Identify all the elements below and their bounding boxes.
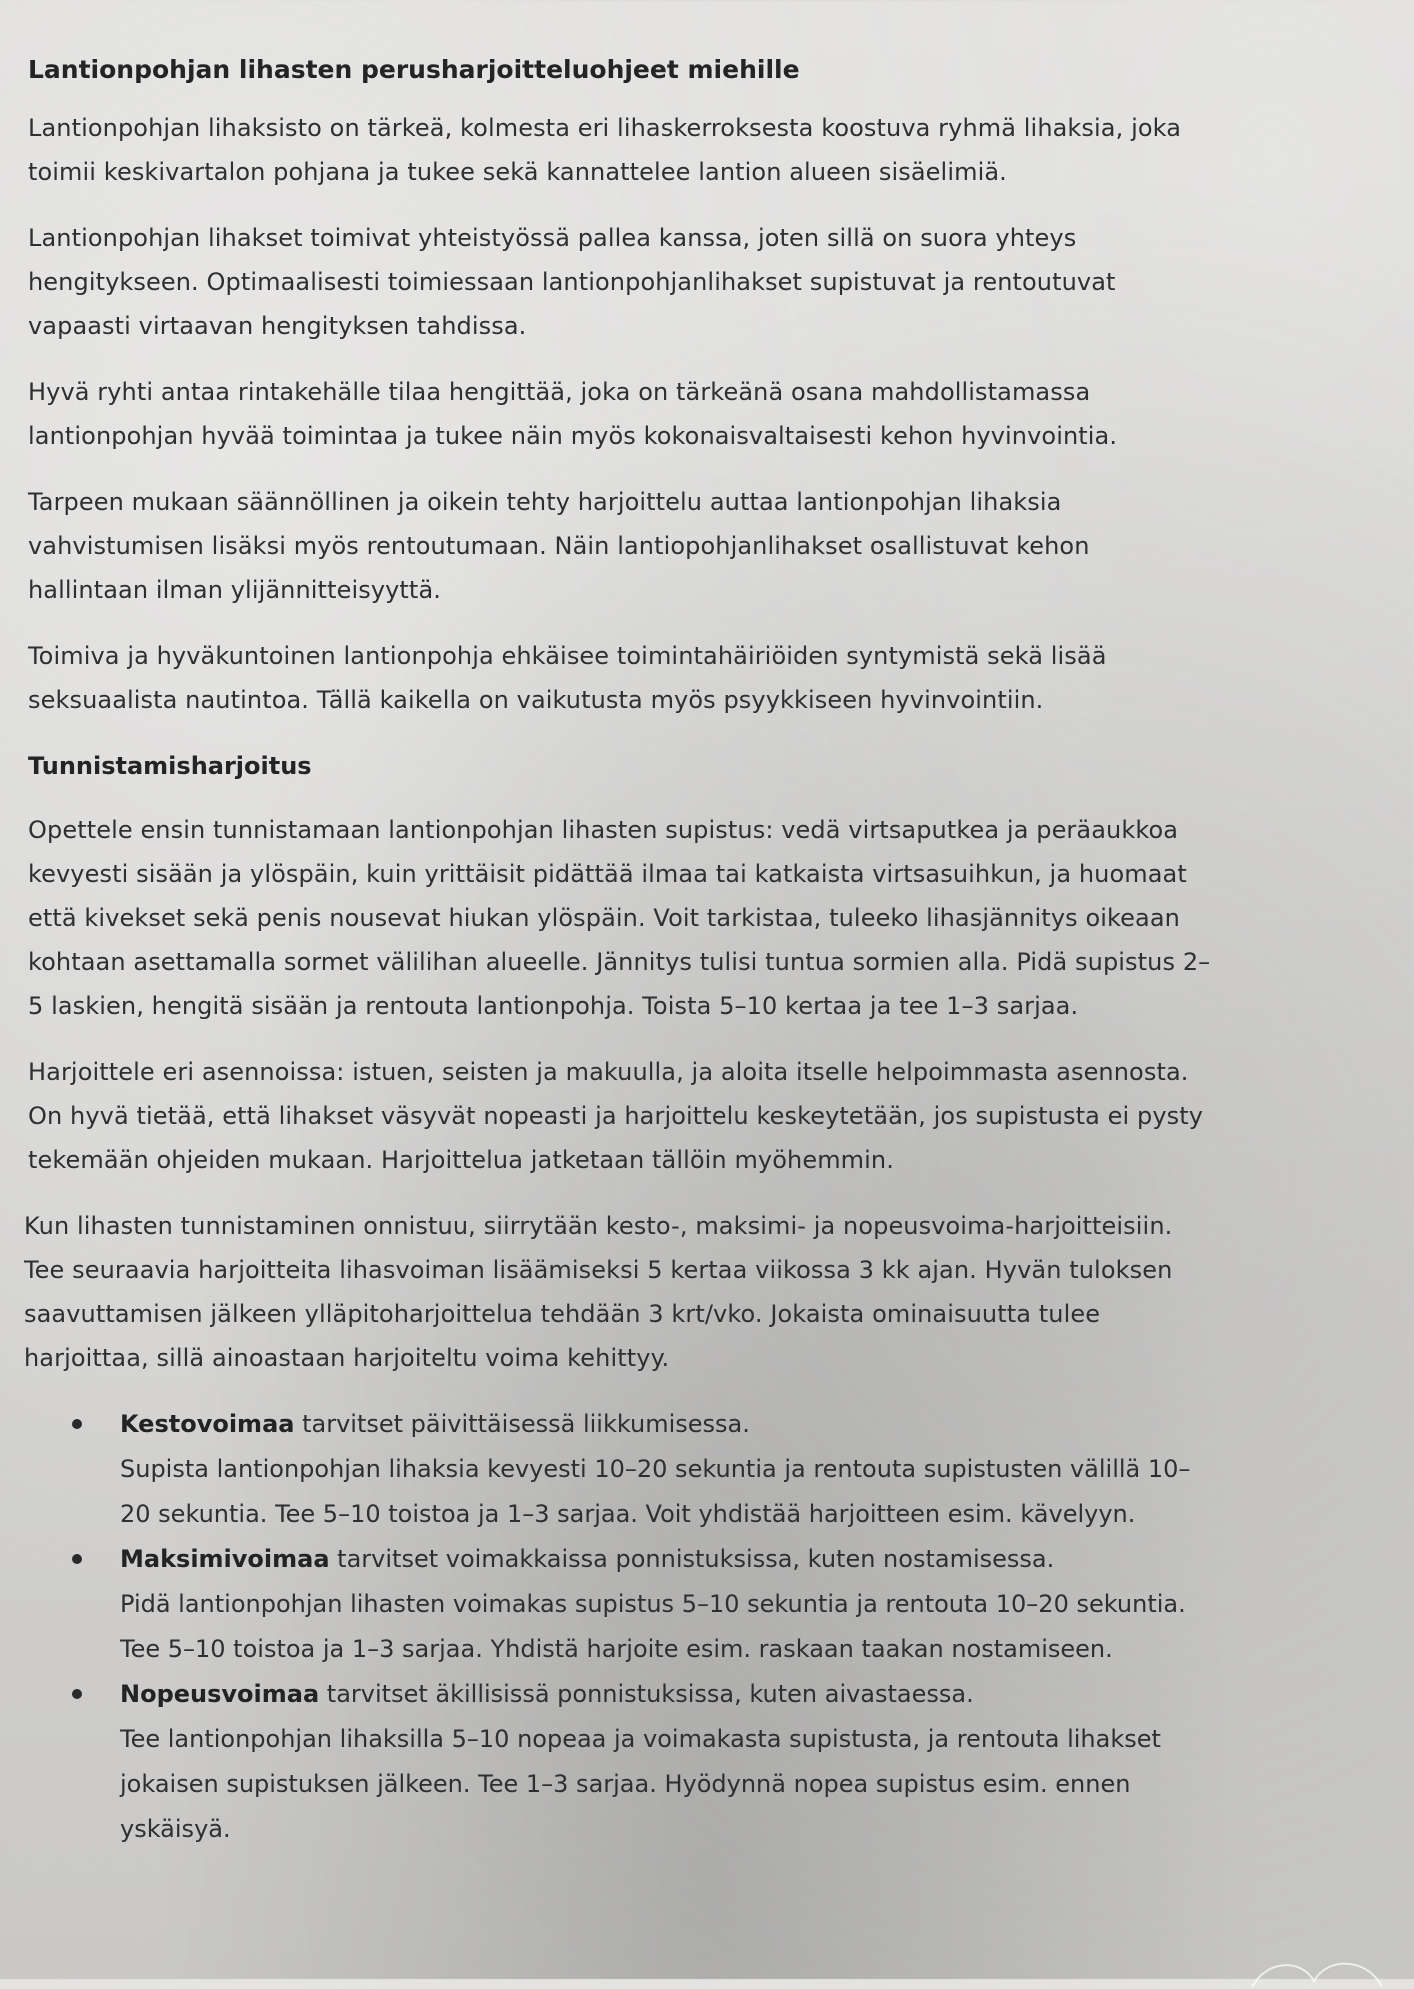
text-line: Tee 5–10 toistoa ja 1–3 sarjaa. Yhdistä harjoite esim. raskaan taakan nostamiseen.: [120, 1635, 1113, 1663]
bullet-term: Kestovoimaa: [120, 1410, 295, 1438]
text-line: lantionpohjan hyvää toimintaa ja tukee näin myös kokonaisvaltaisesti kehon hyvinvointia.: [28, 422, 1118, 450]
bullet-heading-rest: tarvitset päivittäisessä liikkumisessa.: [294, 1410, 750, 1438]
text-line: On hyvä tietää, että lihakset väsyvät nopeasti ja harjoittelu keskeytetään, jos supistusta ei pysty: [28, 1102, 1204, 1130]
text-line: vapaasti virtaavan hengityksen tahdissa.: [28, 312, 527, 340]
exercise-paragraph-2: [28, 1050, 1358, 1182]
text-line: Hyvä ryhti antaa rintakehälle tilaa hengittää, joka on tärkeänä osana mahdollistamassa: [28, 378, 1091, 406]
bullet-heading-line: [120, 1537, 1358, 1582]
exercise-list: [28, 1402, 1358, 1852]
text-line: toimii keskivartalon pohjana ja tukee sekä kannattelee lantion alueen sisäelimiä.: [28, 158, 1007, 186]
text-line: Pidä lantionpohjan lihasten voimakas supistus 5–10 sekuntia ja rentouta 10–20 sekuntia.: [120, 1590, 1186, 1618]
text-line: tekemään ohjeiden mukaan. Harjoittelua jatketaan tällöin myöhemmin.: [28, 1146, 894, 1174]
text-line: kohtaan asettamalla sormet välilihan alueelle. Jännitys tulisi tuntua sormien alla. Pidä supistus 2–: [28, 948, 1211, 976]
text-line: Lantionpohjan lihakset toimivat yhteistyössä pallea kanssa, joten sillä on suora yhteys: [28, 224, 1077, 252]
exercise-paragraph-1: [28, 808, 1358, 1028]
text-line: seksuaalista nautintoa. Tällä kaikella on vaikutusta myös psyykkiseen hyvinvointiin.: [28, 686, 1044, 714]
section-heading: Tunnistamisharjoitus: [28, 752, 312, 780]
text-line: jokaisen supistuksen jälkeen. Tee 1–3 sarjaa. Hyödynnä nopea supistus esim. ennen: [120, 1770, 1131, 1798]
text-line: Tarpeen mukaan säännöllinen ja oikein tehty harjoittelu auttaa lantionpohjan lihaksia: [28, 488, 1062, 516]
intro-paragraph-4: [28, 480, 1358, 612]
bullet-dot-icon: [72, 1689, 82, 1699]
text-line: vahvistumisen lisäksi myös rentoutumaan. Näin lantiopohjanlihakset osallistuvat kehon: [28, 532, 1090, 560]
text-line: Harjoittele eri asennoissa: istuen, seisten ja makuulla, ja aloita itselle helpoimmasta asennosta.: [28, 1058, 1189, 1086]
text-line: harjoittaa, sillä ainoastaan harjoiteltu voima kehittyy.: [24, 1344, 670, 1372]
text-line: Opettele ensin tunnistamaan lantionpohjan lihasten supistus: vedä virtsaputkea ja peräaukkoa: [28, 816, 1179, 844]
text-line: 20 sekuntia. Tee 5–10 toistoa ja 1–3 sarjaa. Voit yhdistää harjoitteen esim. kävelyyn.: [120, 1500, 1136, 1528]
text-line: Tee seuraavia harjoitteita lihasvoiman lisäämiseksi 5 kertaa viikossa 3 kk ajan. Hyvän tuloksen: [24, 1256, 1173, 1284]
document-title: Lantionpohjan lihasten perusharjoitteluohjeet miehille: [28, 55, 800, 84]
text-line: Lantionpohjan lihaksisto on tärkeä, kolmesta eri lihaskerroksesta koostuva ryhmä lihaksia, joka: [28, 114, 1182, 142]
bullet-heading-line: [120, 1672, 1358, 1717]
list-item-maksimivoima: [28, 1537, 1358, 1672]
intro-paragraph-1: [28, 106, 1358, 194]
text-line: Supista lantionpohjan lihaksia kevyesti 10–20 sekuntia ja rentouta supistusten välillä 10–: [120, 1455, 1191, 1483]
decorative-doodle-icon: [1242, 1949, 1392, 1989]
bullet-term: Nopeusvoimaa: [120, 1680, 320, 1708]
text-line: hengitykseen. Optimaalisesti toimiessaan lantionpohjanlihakset supistuvat ja rentoutuvat: [28, 268, 1116, 296]
text-line: että kivekset sekä penis nousevat hiukan ylöspäin. Voit tarkistaa, tuleeko lihasjännitys oikeaan: [28, 904, 1180, 932]
text-line: Toimiva ja hyväkuntoinen lantionpohja ehkäisee toimintahäiriöiden syntymistä sekä lisää: [28, 642, 1107, 670]
bullet-dot-icon: [72, 1554, 82, 1564]
text-line: yskäisyä.: [120, 1815, 231, 1843]
text-line: kevyesti sisään ja ylöspäin, kuin yrittäisit pidättää ilmaa tai katkaista virtsasuihkun, ja huomaat: [28, 860, 1187, 888]
exercise-paragraph-3: [24, 1204, 1358, 1380]
bullet-dot-icon: [72, 1419, 82, 1429]
bullet-heading-rest: tarvitset voimakkaissa ponnistuksissa, kuten nostamisessa.: [329, 1545, 1055, 1573]
intro-paragraph-2: [28, 216, 1358, 348]
bullet-heading-line: [120, 1402, 1358, 1447]
text-line: 5 laskien, hengitä sisään ja rentouta lantionpohja. Toista 5–10 kertaa ja tee 1–3 sarjaa.: [28, 992, 1079, 1020]
intro-paragraph-3: [28, 370, 1358, 458]
text-line: Kun lihasten tunnistaminen onnistuu, siirrytään kesto-, maksimi- ja nopeusvoima-harjoitteisiin.: [24, 1212, 1173, 1240]
list-item-kestovoima: [28, 1402, 1358, 1537]
list-item-nopeusvoima: [28, 1672, 1358, 1852]
text-line: saavuttamisen jälkeen ylläpitoharjoittelua tehdään 3 krt/vko. Jokaista ominaisuutta tulee: [24, 1300, 1101, 1328]
intro-paragraph-5: [28, 634, 1358, 722]
bullet-heading-rest: tarvitset äkillisissä ponnistuksissa, kuten aivastaessa.: [319, 1680, 974, 1708]
document-page: [24, 48, 1358, 1852]
text-line: hallintaan ilman ylijännitteisyyttä.: [28, 576, 441, 604]
bullet-term: Maksimivoimaa: [120, 1545, 330, 1573]
text-line: Tee lantionpohjan lihaksilla 5–10 nopeaa ja voimakasta supistusta, ja rentouta lihakset: [120, 1725, 1161, 1753]
